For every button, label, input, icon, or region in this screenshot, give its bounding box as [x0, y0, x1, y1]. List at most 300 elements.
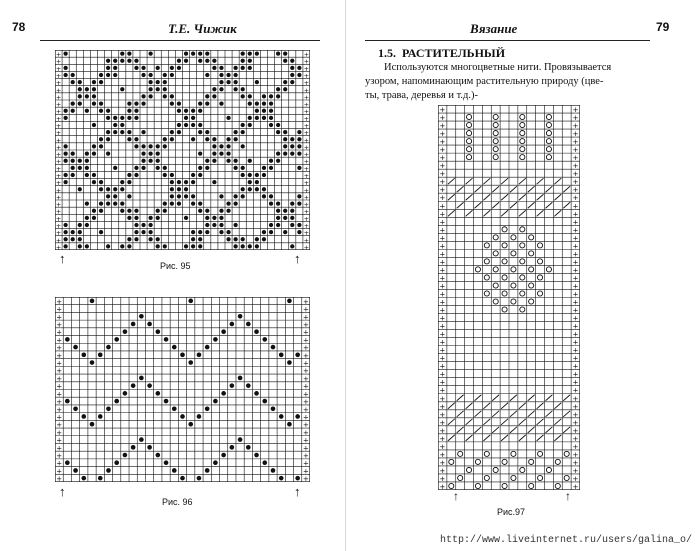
ring-stitch: [502, 307, 507, 312]
ring-stitch: [537, 291, 542, 296]
ring-stitch: [493, 139, 498, 144]
dot-stitch: [156, 80, 160, 84]
edge-stitch-mark: +: [439, 113, 446, 123]
edge-stitch-mark: +: [572, 417, 579, 427]
edge-stitch-mark: +: [302, 359, 309, 368]
dot-stitch: [205, 101, 209, 105]
dot-stitch: [241, 94, 245, 98]
dot-stitch: [248, 101, 252, 105]
dot-stitch: [180, 476, 185, 481]
edge-stitch-mark: +: [56, 374, 63, 383]
dot-stitch: [127, 180, 131, 184]
dot-stitch: [198, 130, 202, 134]
edge-stitch-mark: +: [439, 145, 446, 155]
dot-stitch: [212, 94, 216, 98]
ring-stitch: [529, 299, 534, 304]
edge-stitch-mark: +: [439, 233, 446, 243]
edge-stitch-mark: +: [572, 409, 579, 419]
dot-stitch: [205, 130, 209, 134]
dot-stitch: [113, 130, 117, 134]
dot-stitch: [287, 360, 292, 365]
dot-stitch: [269, 123, 273, 127]
ring-stitch: [484, 475, 489, 480]
ring-stitch: [502, 243, 507, 248]
dot-stitch: [78, 87, 82, 91]
dot-stitch: [149, 237, 153, 241]
dot-stitch: [205, 223, 209, 227]
dot-stitch: [106, 116, 110, 120]
dot-stitch: [255, 187, 259, 191]
edge-stitch-mark: +: [572, 153, 579, 163]
edge-stitch-mark: +: [302, 413, 309, 422]
dot-stitch: [99, 137, 103, 141]
dot-stitch: [141, 166, 145, 170]
left-header-rule: [40, 40, 320, 41]
dot-stitch: [188, 360, 193, 365]
dot-stitch: [212, 159, 216, 163]
dot-stitch: [92, 209, 96, 213]
edge-stitch-mark: +: [302, 475, 309, 482]
edge-stitch-mark: +: [302, 428, 309, 437]
dot-stitch: [134, 137, 138, 141]
slash-stitch: [492, 202, 499, 208]
dot-stitch: [226, 144, 230, 148]
dot-stitch: [219, 66, 223, 70]
dot-stitch: [283, 80, 287, 84]
ring-stitch: [458, 451, 463, 456]
dot-stitch: [221, 329, 226, 334]
edge-stitch-mark: +: [572, 345, 579, 355]
dot-stitch: [106, 59, 110, 63]
ring-stitch: [502, 459, 507, 464]
edge-stitch-mark: +: [439, 449, 446, 459]
dot-stitch: [134, 223, 138, 227]
edge-stitch-mark: +: [303, 129, 310, 138]
paragraph-line: Используются многоцветные нити. Провязывается: [384, 62, 612, 73]
dot-stitch: [241, 244, 245, 248]
dot-stitch: [92, 123, 96, 127]
start-arrow-icon: ↑: [294, 484, 301, 499]
dot-stitch: [248, 244, 252, 248]
dot-stitch: [134, 66, 138, 70]
dot-stitch: [98, 353, 103, 358]
edge-stitch-mark: +: [302, 328, 309, 337]
dot-stitch: [64, 116, 68, 120]
ring-stitch: [493, 114, 498, 119]
slash-stitch: [501, 178, 508, 184]
edge-stitch-mark: +: [302, 374, 309, 383]
dot-stitch: [65, 399, 70, 404]
dot-stitch: [65, 337, 70, 342]
edge-stitch-mark: +: [56, 297, 63, 306]
edge-stitch-mark: +: [572, 161, 579, 171]
dot-stitch: [226, 80, 230, 84]
slash-stitch: [528, 395, 535, 401]
ring-stitch: [529, 459, 534, 464]
page-gutter: [345, 0, 346, 551]
dot-stitch: [290, 144, 294, 148]
ring-stitch: [520, 227, 525, 232]
paragraph-line: ты, трава, деревья и т.д.)-: [365, 90, 478, 101]
dot-stitch: [262, 460, 267, 465]
ring-stitch: [458, 475, 463, 480]
edge-stitch-mark: +: [572, 449, 579, 459]
dot-stitch: [297, 230, 301, 234]
edge-stitch-mark: +: [302, 336, 309, 345]
dot-stitch: [73, 468, 78, 473]
ring-stitch: [529, 251, 534, 256]
dot-stitch: [191, 194, 195, 198]
edge-stitch-mark: +: [55, 229, 62, 238]
dot-stitch: [163, 244, 167, 248]
dot-stitch: [156, 216, 160, 220]
edge-stitch-mark: +: [572, 321, 579, 331]
dot-stitch: [106, 137, 110, 141]
dot-stitch: [71, 173, 75, 177]
slash-stitch: [528, 427, 535, 433]
dot-stitch: [106, 130, 110, 134]
dot-stitch: [73, 406, 78, 411]
dot-stitch: [283, 130, 287, 134]
dot-stitch: [262, 173, 266, 177]
dot-stitch: [177, 59, 181, 63]
ring-stitch: [537, 243, 542, 248]
dot-stitch: [149, 159, 153, 163]
edge-stitch-mark: +: [303, 186, 310, 195]
edge-stitch-mark: +: [303, 214, 310, 223]
dot-stitch: [198, 244, 202, 248]
edge-stitch-mark: +: [303, 193, 310, 202]
dot-stitch: [290, 216, 294, 220]
edge-stitch-mark: +: [303, 243, 310, 250]
edge-stitch-mark: +: [55, 86, 62, 95]
dot-stitch: [85, 159, 89, 163]
edge-stitch-mark: +: [572, 217, 579, 227]
dot-stitch: [212, 151, 216, 155]
dot-stitch: [290, 201, 294, 205]
edge-stitch-mark: +: [55, 129, 62, 138]
edge-stitch-mark: +: [302, 467, 309, 476]
slash-stitch: [483, 435, 490, 441]
edge-stitch-mark: +: [302, 320, 309, 329]
slash-stitch: [466, 194, 473, 200]
dot-stitch: [106, 244, 110, 248]
dot-stitch: [92, 173, 96, 177]
edge-stitch-mark: +: [439, 369, 446, 379]
slash-stitch: [475, 186, 482, 192]
dot-stitch: [234, 237, 238, 241]
dot-stitch: [205, 59, 209, 63]
dot-stitch: [197, 414, 202, 419]
dot-stitch: [198, 237, 202, 241]
dot-stitch: [184, 123, 188, 127]
edge-stitch-mark: +: [572, 121, 579, 131]
ring-stitch: [475, 483, 480, 488]
ring-stitch: [546, 131, 551, 136]
dot-stitch: [92, 94, 96, 98]
dot-stitch: [255, 51, 259, 55]
dot-stitch: [191, 109, 195, 113]
dot-stitch: [177, 187, 181, 191]
edge-stitch-mark: +: [303, 143, 310, 152]
edge-stitch-mark: +: [303, 107, 310, 116]
edge-stitch-mark: +: [302, 344, 309, 353]
dot-stitch: [184, 194, 188, 198]
edge-stitch-mark: +: [302, 452, 309, 461]
edge-stitch-mark: +: [303, 50, 310, 59]
slash-stitch: [563, 202, 570, 208]
edge-stitch-mark: +: [572, 465, 579, 475]
slash-stitch: [563, 395, 570, 401]
edge-stitch-mark: +: [439, 265, 446, 275]
dot-stitch: [78, 237, 82, 241]
edge-stitch-mark: +: [55, 193, 62, 202]
dot-stitch: [149, 223, 153, 227]
dot-stitch: [283, 209, 287, 213]
dot-stitch: [241, 66, 245, 70]
dot-stitch: [99, 109, 103, 113]
ring-stitch: [484, 451, 489, 456]
dot-stitch: [113, 73, 117, 77]
dot-stitch: [234, 66, 238, 70]
slash-stitch: [457, 411, 464, 417]
edge-stitch-mark: +: [302, 351, 309, 360]
edge-stitch-mark: +: [55, 136, 62, 145]
dot-stitch: [276, 51, 280, 55]
dot-stitch: [120, 59, 124, 63]
dot-stitch: [198, 51, 202, 55]
dot-stitch: [212, 59, 216, 63]
dot-stitch: [283, 216, 287, 220]
edge-stitch-mark: +: [439, 329, 446, 339]
dot-stitch: [64, 51, 68, 55]
slash-stitch: [448, 403, 455, 409]
dot-stitch: [248, 180, 252, 184]
dot-stitch: [71, 159, 75, 163]
edge-stitch-mark: +: [55, 57, 62, 66]
edge-stitch-mark: +: [572, 137, 579, 147]
left-page-number: 78: [12, 20, 26, 34]
dot-stitch: [113, 166, 117, 170]
ring-stitch: [537, 259, 542, 264]
dot-stitch: [219, 230, 223, 234]
dot-stitch: [205, 166, 209, 170]
dot-stitch: [276, 87, 280, 91]
edge-stitch-mark: +: [572, 473, 579, 483]
dot-stitch: [271, 406, 276, 411]
edge-stitch-mark: +: [439, 441, 446, 451]
dot-stitch: [85, 201, 89, 205]
slash-stitch: [475, 427, 482, 433]
dot-stitch: [85, 223, 89, 227]
dot-stitch: [177, 123, 181, 127]
dot-stitch: [219, 151, 223, 155]
dot-stitch: [81, 353, 86, 358]
dot-stitch: [226, 237, 230, 241]
dot-stitch: [271, 468, 276, 473]
dot-stitch: [99, 187, 103, 191]
edge-stitch-mark: +: [55, 157, 62, 166]
edge-stitch-mark: +: [439, 209, 446, 219]
dot-stitch: [234, 137, 238, 141]
dot-stitch: [226, 73, 230, 77]
dot-stitch: [198, 166, 202, 170]
dot-stitch: [106, 345, 111, 350]
ring-stitch: [520, 467, 525, 472]
dot-stitch: [156, 144, 160, 148]
dot-stitch: [269, 101, 273, 105]
ring-stitch: [466, 155, 471, 160]
edge-stitch-mark: +: [439, 177, 446, 187]
edge-stitch-mark: +: [55, 79, 62, 88]
dot-stitch: [226, 209, 230, 213]
dot-stitch: [139, 437, 144, 442]
ring-stitch: [511, 451, 516, 456]
ring-stitch: [529, 267, 534, 272]
ring-stitch: [537, 475, 542, 480]
dot-stitch: [269, 201, 273, 205]
dot-stitch: [226, 151, 230, 155]
slash-stitch: [501, 419, 508, 425]
ring-stitch: [520, 122, 525, 127]
dot-stitch: [191, 230, 195, 234]
slash-stitch: [537, 403, 544, 409]
dot-stitch: [191, 173, 195, 177]
ring-stitch: [493, 131, 498, 136]
dot-stitch: [262, 187, 266, 191]
edge-stitch-mark: +: [439, 465, 446, 475]
start-arrow-icon: ↑: [59, 251, 66, 266]
edge-stitch-mark: +: [572, 305, 579, 315]
dot-stitch: [170, 194, 174, 198]
edge-stitch-mark: +: [303, 164, 310, 173]
edge-stitch-mark: +: [55, 50, 62, 59]
dot-stitch: [255, 244, 259, 248]
edge-stitch-mark: +: [572, 193, 579, 203]
ring-stitch: [520, 155, 525, 160]
dot-stitch: [78, 166, 82, 170]
slash-stitch: [483, 178, 490, 184]
dot-stitch: [64, 237, 68, 241]
dot-stitch: [219, 209, 223, 213]
dot-stitch: [198, 201, 202, 205]
dot-stitch: [85, 151, 89, 155]
dot-stitch: [147, 322, 152, 327]
dot-stitch: [64, 151, 68, 155]
dot-stitch: [219, 87, 223, 91]
dot-stitch: [113, 123, 117, 127]
edge-stitch-mark: +: [56, 367, 63, 376]
slash-stitch: [483, 403, 490, 409]
dot-stitch: [127, 209, 131, 213]
ring-stitch: [546, 139, 551, 144]
dot-stitch: [163, 87, 167, 91]
edge-stitch-mark: +: [439, 241, 446, 251]
dot-stitch: [163, 209, 167, 213]
dot-stitch: [149, 230, 153, 234]
edge-stitch-mark: +: [302, 367, 309, 376]
dot-stitch: [64, 223, 68, 227]
slash-stitch: [554, 178, 561, 184]
dot-stitch: [279, 476, 284, 481]
dot-stitch: [248, 173, 252, 177]
dot-stitch: [241, 187, 245, 191]
dot-stitch: [255, 180, 259, 184]
edge-stitch-mark: +: [572, 297, 579, 307]
section-heading: [378, 46, 505, 61]
edge-stitch-mark: +: [439, 105, 446, 115]
edge-stitch-mark: +: [302, 398, 309, 407]
edge-stitch-mark: +: [303, 114, 310, 123]
dot-stitch: [269, 194, 273, 198]
dot-stitch: [134, 144, 138, 148]
edge-stitch-mark: +: [302, 405, 309, 414]
dot-stitch: [255, 101, 259, 105]
dot-stitch: [85, 166, 89, 170]
edge-stitch-mark: +: [55, 107, 62, 116]
edge-stitch-mark: +: [439, 297, 446, 307]
edge-stitch-mark: +: [56, 475, 63, 482]
dot-stitch: [123, 329, 128, 334]
dot-stitch: [99, 230, 103, 234]
edge-stitch-mark: +: [302, 390, 309, 399]
edge-stitch-mark: +: [55, 214, 62, 223]
edge-stitch-mark: +: [55, 114, 62, 123]
dot-stitch: [64, 173, 68, 177]
slash-stitch: [563, 411, 570, 417]
slash-stitch: [519, 403, 526, 409]
ring-stitch: [546, 467, 551, 472]
dot-stitch: [219, 73, 223, 77]
dot-stitch: [131, 445, 136, 450]
edge-stitch-mark: +: [303, 222, 310, 230]
dot-stitch: [172, 345, 177, 350]
edge-stitch-mark: +: [56, 305, 63, 314]
dot-stitch: [164, 337, 169, 342]
edge-stitch-mark: +: [55, 164, 62, 173]
edge-stitch-mark: +: [572, 425, 579, 435]
right-running-head: Вязание: [470, 21, 518, 36]
slash-stitch: [466, 403, 473, 409]
dot-stitch: [156, 151, 160, 155]
edge-stitch-mark: +: [572, 337, 579, 347]
ring-stitch: [511, 283, 516, 288]
ring-stitch: [546, 267, 551, 272]
edge-stitch-mark: +: [303, 157, 310, 166]
dot-stitch: [120, 51, 124, 55]
dot-stitch: [99, 101, 103, 105]
dot-stitch: [127, 51, 131, 55]
edge-stitch-mark: +: [439, 257, 446, 267]
dot-stitch: [141, 66, 145, 70]
dot-stitch: [92, 87, 96, 91]
ring-stitch: [564, 451, 569, 456]
dot-stitch: [170, 137, 174, 141]
edge-stitch-mark: +: [439, 337, 446, 347]
dot-stitch: [98, 414, 103, 419]
dot-stitch: [78, 159, 82, 163]
dot-stitch: [120, 244, 124, 248]
dot-stitch: [141, 144, 145, 148]
dot-stitch: [99, 180, 103, 184]
dot-stitch: [226, 116, 230, 120]
dot-stitch: [198, 173, 202, 177]
slash-stitch: [537, 178, 544, 184]
edge-stitch-mark: +: [55, 172, 62, 180]
dot-stitch: [85, 109, 89, 113]
edge-stitch-mark: +: [572, 401, 579, 411]
edge-stitch-mark: +: [56, 444, 63, 453]
